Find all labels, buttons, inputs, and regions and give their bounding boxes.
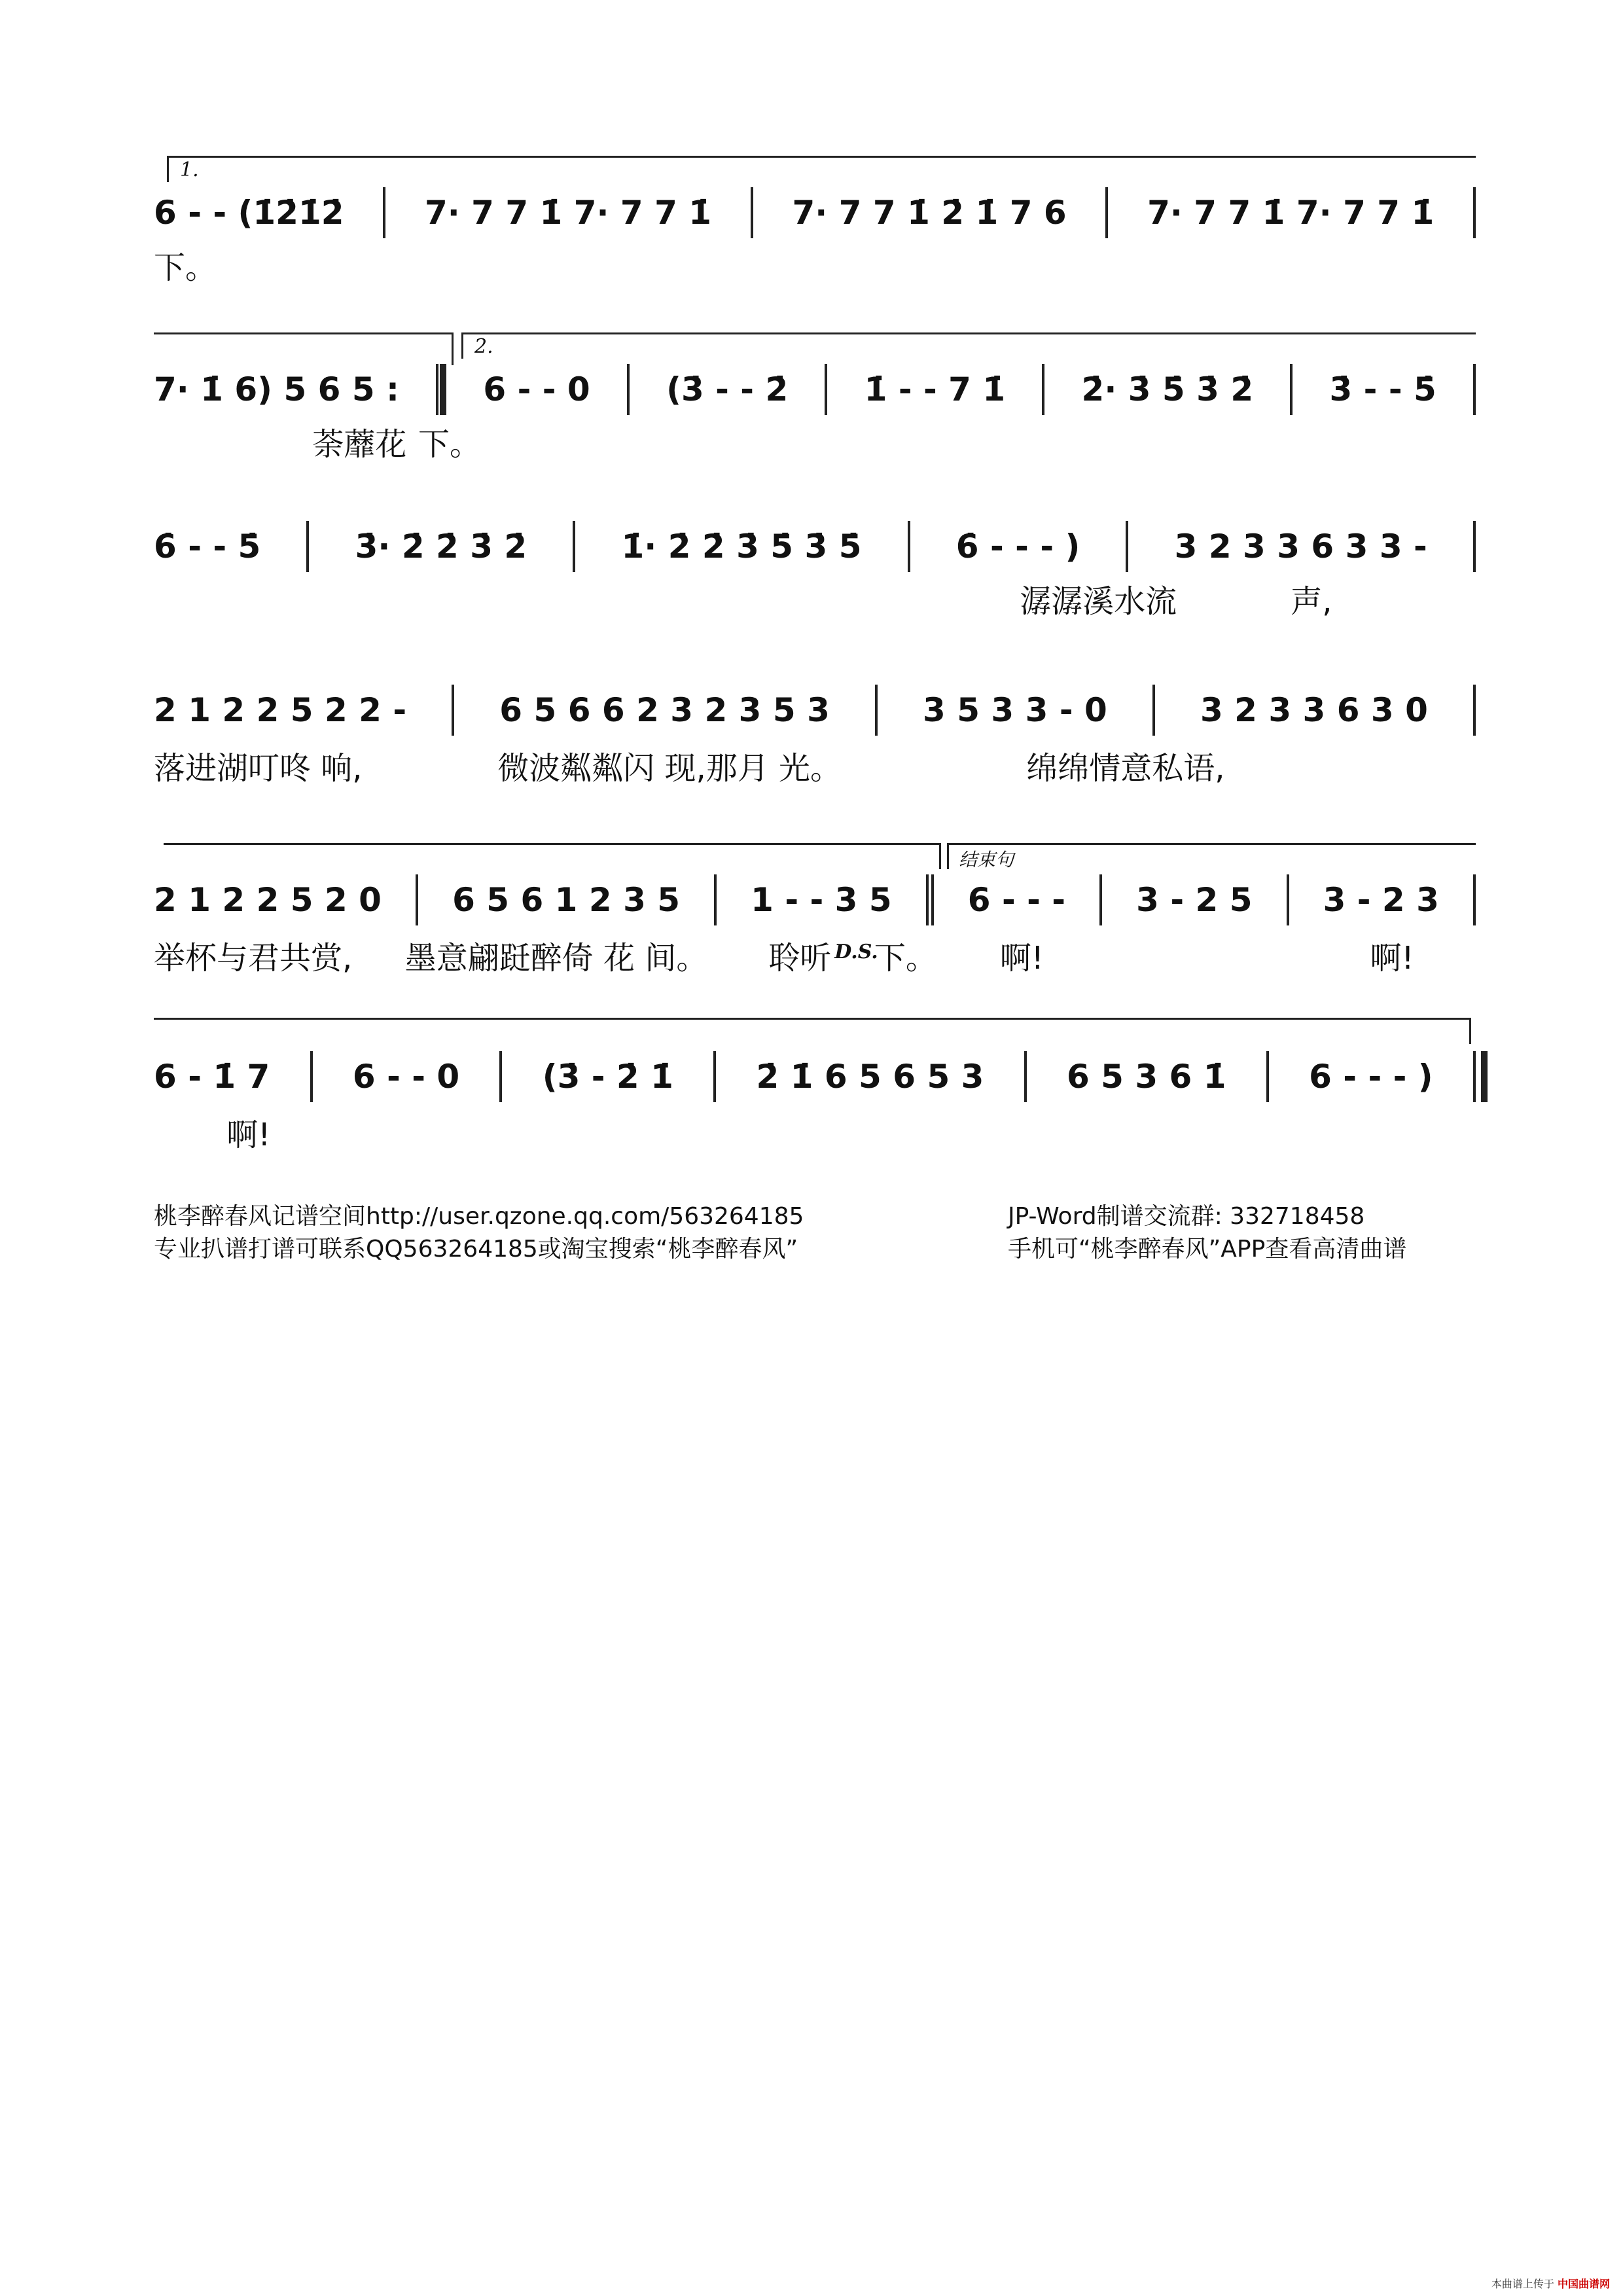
measure: 7· 1̇ 6) 5 6 5 : [154,370,400,408]
barline [499,1051,502,1102]
measure: 6 5 3 6 1̇ [1066,1058,1226,1096]
site-watermark-brand: 中国曲谱网 [1557,2278,1610,2290]
barline [383,187,385,238]
barline [1152,685,1155,736]
barline [310,1051,313,1102]
lyric-segment: 举杯与君共赏, [154,940,353,977]
notes-row-2 [154,363,1476,416]
measure: 6 - - - [967,881,1066,919]
barline [306,521,309,572]
barline [627,364,630,415]
notes-row-5 [154,874,1476,926]
lyric-segment: 绵绵情意私语, [1026,750,1225,787]
barline [452,685,454,736]
barline [1099,874,1102,925]
final-barline [1473,1051,1476,1102]
lyric-segment: 微波粼粼闪 现,那月 光。 [497,750,842,787]
system-top-line [154,1018,1469,1020]
volta-bracket-left [154,332,452,334]
volta-tick-2 [461,332,463,359]
barline [714,874,717,925]
barline [908,521,910,572]
system-top-tick [1469,1018,1471,1044]
volta-label-2: 2. [474,335,493,358]
ds-marking: D.S. [834,941,878,963]
measure: 2 1 2 2 5 2 2 - [154,691,407,729]
measure: 1̇ - - 7 1̇ [864,370,1006,408]
barline [1024,1051,1027,1102]
lyrics-row-4 [154,743,1476,789]
lyric-segment: 潺潺溪水流 [1020,583,1177,620]
lyric-segment: 落进湖叮咚 响, [154,750,363,787]
barline [713,1051,716,1102]
lyric-segment: 下。 [874,940,937,977]
volta-bracket-left [164,843,939,845]
notes-row-3 [154,520,1476,573]
footer-credit-left-1: 桃李醉春风记谱空间http://user.qzone.qq.com/563264185 [154,1203,804,1230]
double-barline [926,874,934,925]
notes-row-1 [154,187,1476,239]
barline [1042,364,1044,415]
measure: 7· 7 7 1̇ 2̇ 1̇ 7 6 [792,194,1067,232]
lyric-segment: 声, [1291,583,1332,620]
footer-credit-right-2: 手机可“桃李醉春风”APP查看高清曲谱 [1008,1236,1407,1263]
measure: 6 - - 0 [352,1058,460,1096]
footer-credit-right-1: JP-Word制谱交流群: 332718458 [1008,1203,1365,1230]
measure: 3 2 3 3 6 3 3 - [1174,528,1427,565]
barline [1105,187,1108,238]
measure: 3 2 3 3 6 3 0 [1200,691,1428,729]
lyric-segment: 啊! [1370,940,1414,977]
measure: (3̇ - - 2̇ [666,370,789,408]
barline [573,521,575,572]
barline [1473,364,1476,415]
barline [825,364,827,415]
measure: 6 5 6 1 2 3 5 [452,881,681,919]
measure: 2 1 2 2 5 2 0 [154,881,382,919]
measure: 3 5 3 3 - 0 [923,691,1107,729]
volta-tick-left [452,332,454,365]
volta-tick-coda [947,843,949,869]
lyric-segment: 下。 [418,426,482,463]
measure: 6 - - 0 [483,370,590,408]
lyrics-row-5 [154,933,1476,978]
barline [1473,685,1476,736]
lyrics-row-3 [154,576,1476,622]
barline [1290,364,1293,415]
measure: 1 - - 3 5 [751,881,892,919]
repeat-barline [436,364,446,415]
measure: 6 - - (1̇2̇1̇2̇ [154,194,344,232]
lyrics-row-6 [154,1109,1476,1155]
lyrics-row-2 [154,419,1476,465]
footer-credit-left-2: 专业扒谱打谱可联系QQ563264185或淘宝搜索“桃李醉春风” [154,1236,798,1263]
barline [1473,187,1476,238]
barline [1126,521,1128,572]
measure: 3 - 2 5 [1136,881,1253,919]
notes-row-6 [154,1050,1476,1103]
volta-bracket-2 [461,332,1476,334]
lyric-segment: 聆听 [768,940,832,977]
volta-tick-1 [167,156,169,182]
measure: 6 - 1̇ 7 [154,1058,270,1096]
measure: 7· 7 7 1̇ 7· 7 7 1̇ [424,194,712,232]
measure: 2̇· 3̇ 5̇ 3̇ 2̇ [1081,370,1254,408]
lyric-segment: 啊! [999,940,1044,977]
measure: 1̇· 2̇ 2̇ 3̇ 5̇ 3̇ 5̇ [621,528,862,565]
measure: 2̇ 1̇ 6 5 6 5 3 [756,1058,984,1096]
lyric-segment: 啊! [226,1117,271,1153]
lyric-segment: 墨意翩跹醉倚 花 间。 [404,940,708,977]
measure: 6 5 6 6 2 3 2 3 5 3 [499,691,830,729]
volta-bracket-1 [167,156,1476,158]
lyric-segment: 荼蘼花 [312,426,407,463]
barline [751,187,753,238]
barline [1473,521,1476,572]
site-watermark-prefix: 本曲谱上传于 [1491,2278,1554,2290]
barline [416,874,418,925]
measure: 6 - - - ) [1309,1058,1433,1096]
barline [1266,1051,1269,1102]
measure: 6̇ - - 5̇ [154,528,261,565]
measure: 3 - 2 3 [1323,881,1439,919]
barline [1473,874,1476,925]
notes-row-4 [154,684,1476,736]
site-watermark [1491,2276,1610,2291]
measure: 3̇· 2̇ 2̇ 3̇ 2̇ [355,528,527,565]
barline [1287,874,1289,925]
coda-label: 结束句 [959,849,1014,870]
volta-label-1: 1. [180,158,199,181]
barline [875,685,878,736]
measure: (3̇ - 2̇ 1̇ [542,1058,673,1096]
volta-bracket-coda [947,843,1476,845]
lyrics-row-1 [154,242,1476,288]
measure: 7· 7 7 1̇ 7· 7 7 1̇ [1147,194,1435,232]
measure: 3̇ - - 5̇ [1329,370,1436,408]
volta-tick-left [939,843,941,869]
measure: 6̇ - - - ) [955,528,1080,565]
lyric-segment: 下。 [154,249,217,286]
